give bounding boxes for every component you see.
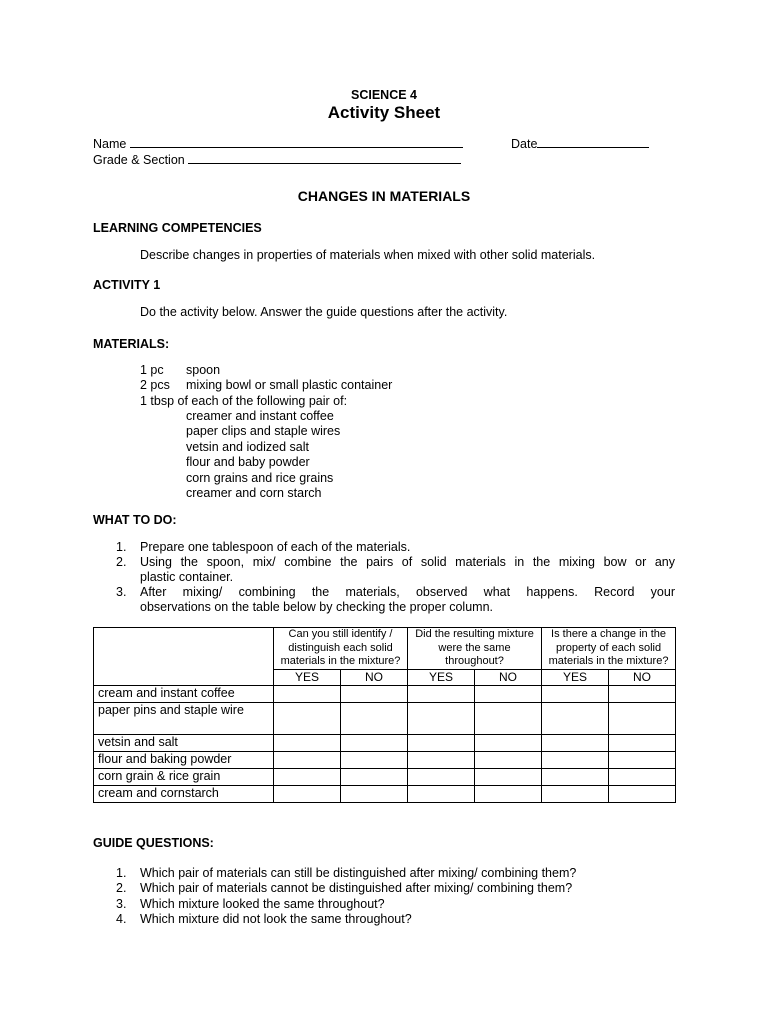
check-cell[interactable]: [274, 702, 341, 734]
step-text: plastic container.: [140, 570, 234, 584]
step-text: Using the spoon, mix/ combine the pairs of solid materials in the mixing bow or any: [140, 555, 675, 569]
yes-header: YES: [274, 669, 341, 685]
check-cell[interactable]: [542, 734, 609, 751]
materials-item: [140, 363, 220, 377]
check-cell[interactable]: [475, 751, 542, 768]
materials-item: [140, 378, 392, 392]
check-cell[interactable]: [475, 768, 542, 785]
date-field[interactable]: [511, 137, 649, 151]
materials-qty: 1 pc: [140, 363, 164, 377]
question-text: Which pair of materials cannot be distinguished after mixing/ combining them?: [140, 881, 573, 895]
check-cell[interactable]: [609, 768, 676, 785]
learning-text: Describe changes in properties of materials when mixed with other solid materials.: [140, 248, 596, 262]
table-row: [94, 768, 676, 785]
yes-header: YES: [408, 669, 475, 685]
table-row: [94, 734, 676, 751]
check-cell[interactable]: [274, 785, 341, 802]
check-cell[interactable]: [274, 685, 341, 702]
activity-text: Do the activity below. Answer the guide questions after the activity.: [140, 305, 508, 319]
question-text: Which mixture did not look the same throughout?: [140, 912, 412, 926]
name-field[interactable]: [93, 137, 463, 151]
question-text: Which pair of materials can still be distinguished after mixing/ combining them?: [140, 866, 577, 880]
check-cell[interactable]: [609, 702, 676, 734]
check-cell[interactable]: [408, 785, 475, 802]
materials-pair: corn grains and rice grains: [186, 471, 334, 485]
observation-table: [93, 627, 676, 803]
step-number: 3.: [116, 585, 127, 599]
no-header: NO: [475, 669, 542, 685]
check-cell[interactable]: [408, 685, 475, 702]
question-number: 2.: [116, 881, 127, 895]
grade-line[interactable]: [188, 153, 461, 164]
check-cell[interactable]: [408, 702, 475, 734]
question-text: Which mixture looked the same throughout?: [140, 897, 385, 911]
step-number: 2.: [116, 555, 127, 569]
check-cell[interactable]: [475, 702, 542, 734]
question-number: 1.: [116, 866, 127, 880]
name-line[interactable]: [130, 137, 463, 148]
row-label: vetsin and salt: [94, 734, 274, 751]
name-label: Name: [93, 137, 127, 151]
question-number: 3.: [116, 897, 127, 911]
check-cell[interactable]: [341, 785, 408, 802]
check-cell[interactable]: [341, 768, 408, 785]
check-cell[interactable]: [341, 685, 408, 702]
materials-name: spoon: [186, 363, 221, 377]
table-row: [94, 785, 676, 802]
check-cell[interactable]: [475, 734, 542, 751]
check-cell[interactable]: [408, 734, 475, 751]
check-cell[interactable]: [408, 768, 475, 785]
check-cell[interactable]: [341, 702, 408, 734]
materials-pair: paper clips and staple wires: [186, 424, 341, 438]
page-title: Activity Sheet: [327, 103, 441, 122]
check-cell[interactable]: [475, 785, 542, 802]
table-row: [94, 685, 676, 702]
table-corner-cell: [94, 628, 274, 686]
step-text: observations on the table below by checking the proper column.: [140, 600, 493, 614]
materials-pair: creamer and instant coffee: [186, 409, 334, 423]
no-header: NO: [341, 669, 408, 685]
date-line[interactable]: [537, 137, 649, 148]
learning-heading: LEARNING COMPETENCIES: [93, 221, 262, 235]
row-label: flour and baking powder: [94, 751, 274, 768]
table-header-row: [94, 628, 676, 670]
subject-heading: SCIENCE 4: [351, 88, 417, 102]
check-cell[interactable]: [274, 734, 341, 751]
check-cell[interactable]: [475, 685, 542, 702]
check-cell[interactable]: [609, 734, 676, 751]
row-label: corn grain & rice grain: [94, 768, 274, 785]
step-number: 1.: [116, 540, 127, 554]
row-label-text: paper pins and staple wire: [98, 702, 244, 717]
materials-heading: MATERIALS:: [93, 337, 170, 351]
todo-heading: WHAT TO DO:: [93, 513, 177, 527]
materials-pair: vetsin and iodized salt: [186, 440, 309, 454]
check-cell[interactable]: [609, 785, 676, 802]
check-cell[interactable]: [609, 685, 676, 702]
check-cell[interactable]: [408, 751, 475, 768]
yes-header: YES: [542, 669, 609, 685]
step-text: Prepare one tablespoon of each of the materials.: [140, 540, 411, 554]
row-label: cream and instant coffee: [94, 685, 274, 702]
column-question: Did the resulting mixture were the same throughout?: [408, 628, 542, 670]
column-question: Is there a change in the property of each solid materials in the mixture?: [542, 628, 676, 670]
table-row: [94, 751, 676, 768]
column-question: Can you still identify / distinguish each solid materials in the mixture?: [274, 628, 408, 670]
check-cell[interactable]: [542, 702, 609, 734]
check-cell[interactable]: [542, 768, 609, 785]
grade-field[interactable]: [93, 153, 461, 167]
check-cell[interactable]: [609, 751, 676, 768]
question-number: 4.: [116, 912, 127, 926]
materials-pair-intro: 1 tbsp of each of the following pair of:: [140, 394, 348, 408]
date-label: Date: [511, 137, 538, 151]
check-cell[interactable]: [542, 785, 609, 802]
no-header: NO: [609, 669, 676, 685]
check-cell[interactable]: [341, 751, 408, 768]
topic-heading: CHANGES IN MATERIALS: [297, 188, 471, 204]
materials-pair: creamer and corn starch: [186, 486, 322, 500]
check-cell[interactable]: [542, 685, 609, 702]
check-cell[interactable]: [274, 751, 341, 768]
guide-heading: GUIDE QUESTIONS:: [93, 836, 214, 850]
materials-pair: flour and baby powder: [186, 455, 310, 469]
row-label: cream and cornstarch: [94, 785, 274, 802]
table-row: [94, 702, 676, 734]
check-cell[interactable]: [542, 751, 609, 768]
row-label: [94, 702, 274, 734]
check-cell[interactable]: [274, 768, 341, 785]
materials-qty: 2 pcs: [140, 378, 170, 392]
activity-heading: ACTIVITY 1: [93, 278, 161, 292]
materials-name: mixing bowl or small plastic container: [186, 378, 393, 392]
check-cell[interactable]: [341, 734, 408, 751]
grade-label: Grade & Section: [93, 153, 185, 167]
step-text: After mixing/ combining the materials, observed what happens. Record your: [140, 585, 675, 599]
